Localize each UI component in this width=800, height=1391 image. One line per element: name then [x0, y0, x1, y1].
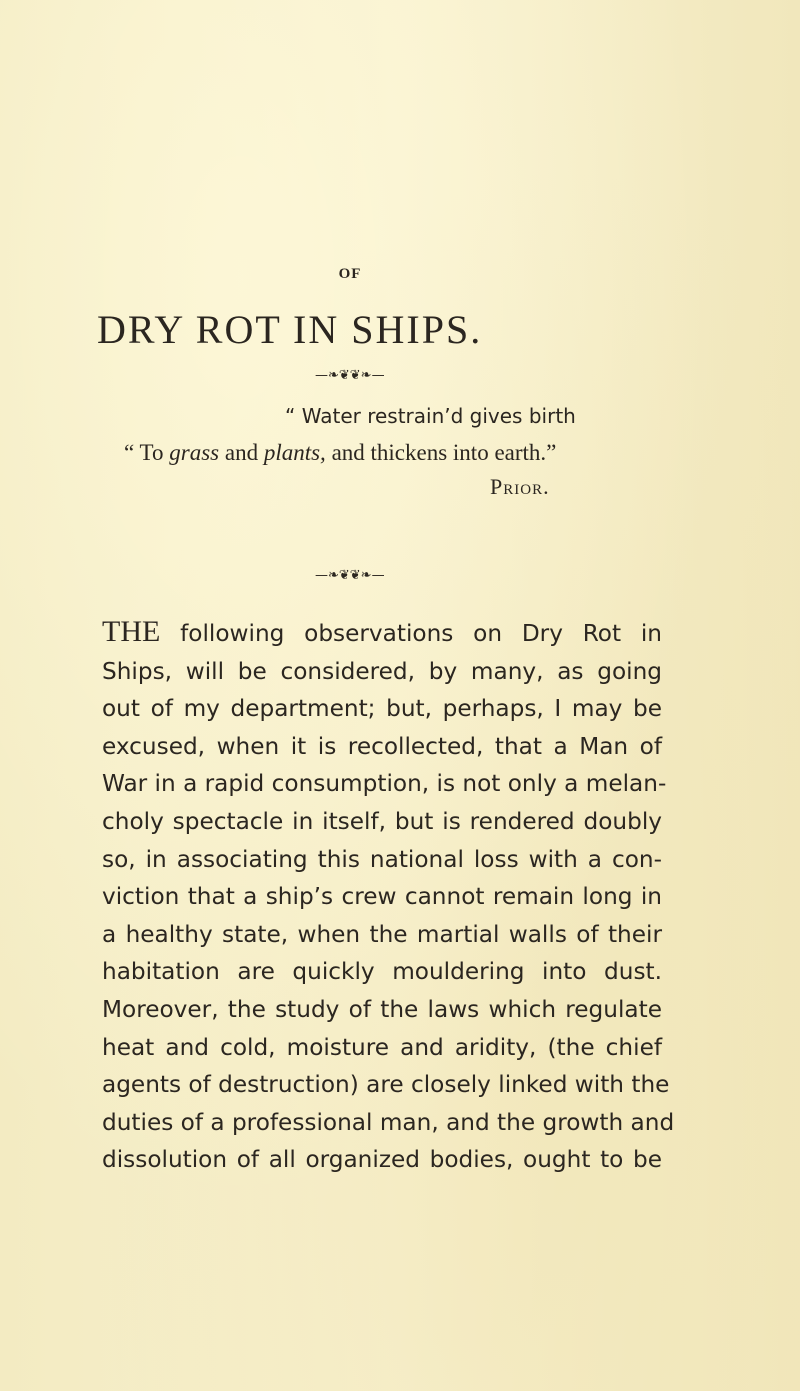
epigraph-line-2: “ To grass and plants, and thickens into earth.”: [124, 440, 557, 465]
body-text: [102, 613, 675, 1179]
epigraph-word-grass: grass: [169, 440, 220, 465]
page-title: DRY ROT IN SHIPS.: [97, 307, 483, 352]
body-line: Moreover, the study of the laws which regulate: [102, 995, 662, 1023]
epigraph-word-plants: plants,: [263, 440, 326, 465]
body-line: out of my department; but, perhaps, I may be: [102, 695, 662, 723]
body-line: Ships, will be considered, by many, as going: [102, 657, 662, 685]
epigraph-line-1: “ Water restrain’d gives birth: [285, 404, 576, 428]
body-line: habitation are quickly mouldering into dust.: [102, 958, 662, 986]
body-line: agents of destruction) are closely linked with the: [102, 1071, 670, 1099]
body-line: War in a rapid consumption, is not only a melan-: [102, 770, 667, 798]
ornament-divider-top: —❧❦❦❧—: [315, 368, 385, 383]
body-line: choly spectacle in itself, but is rendered doubly: [102, 807, 662, 835]
of-label: OF: [338, 266, 362, 282]
body-line: viction that a ship’s crew cannot remain long in: [102, 883, 662, 911]
dropcap-word: THE: [102, 615, 161, 648]
body-line: THE following observations on Dry Rot in: [102, 615, 662, 648]
body-line: a healthy state, when the martial walls of their: [102, 920, 662, 948]
body-line: duties of a professional man, and the growth and: [102, 1108, 675, 1136]
ornament-divider-bottom: —❧❦❦❧—: [315, 568, 385, 583]
body-line: so, in associating this national loss with a con-: [102, 845, 662, 873]
body-line: excused, when it is recollected, that a Man of: [102, 732, 662, 760]
body-line: heat and cold, moisture and aridity, (the chief: [102, 1033, 662, 1061]
epigraph-attribution: Prior.: [490, 474, 550, 499]
body-line: dissolution of all organized bodies, ought to be: [102, 1146, 662, 1174]
